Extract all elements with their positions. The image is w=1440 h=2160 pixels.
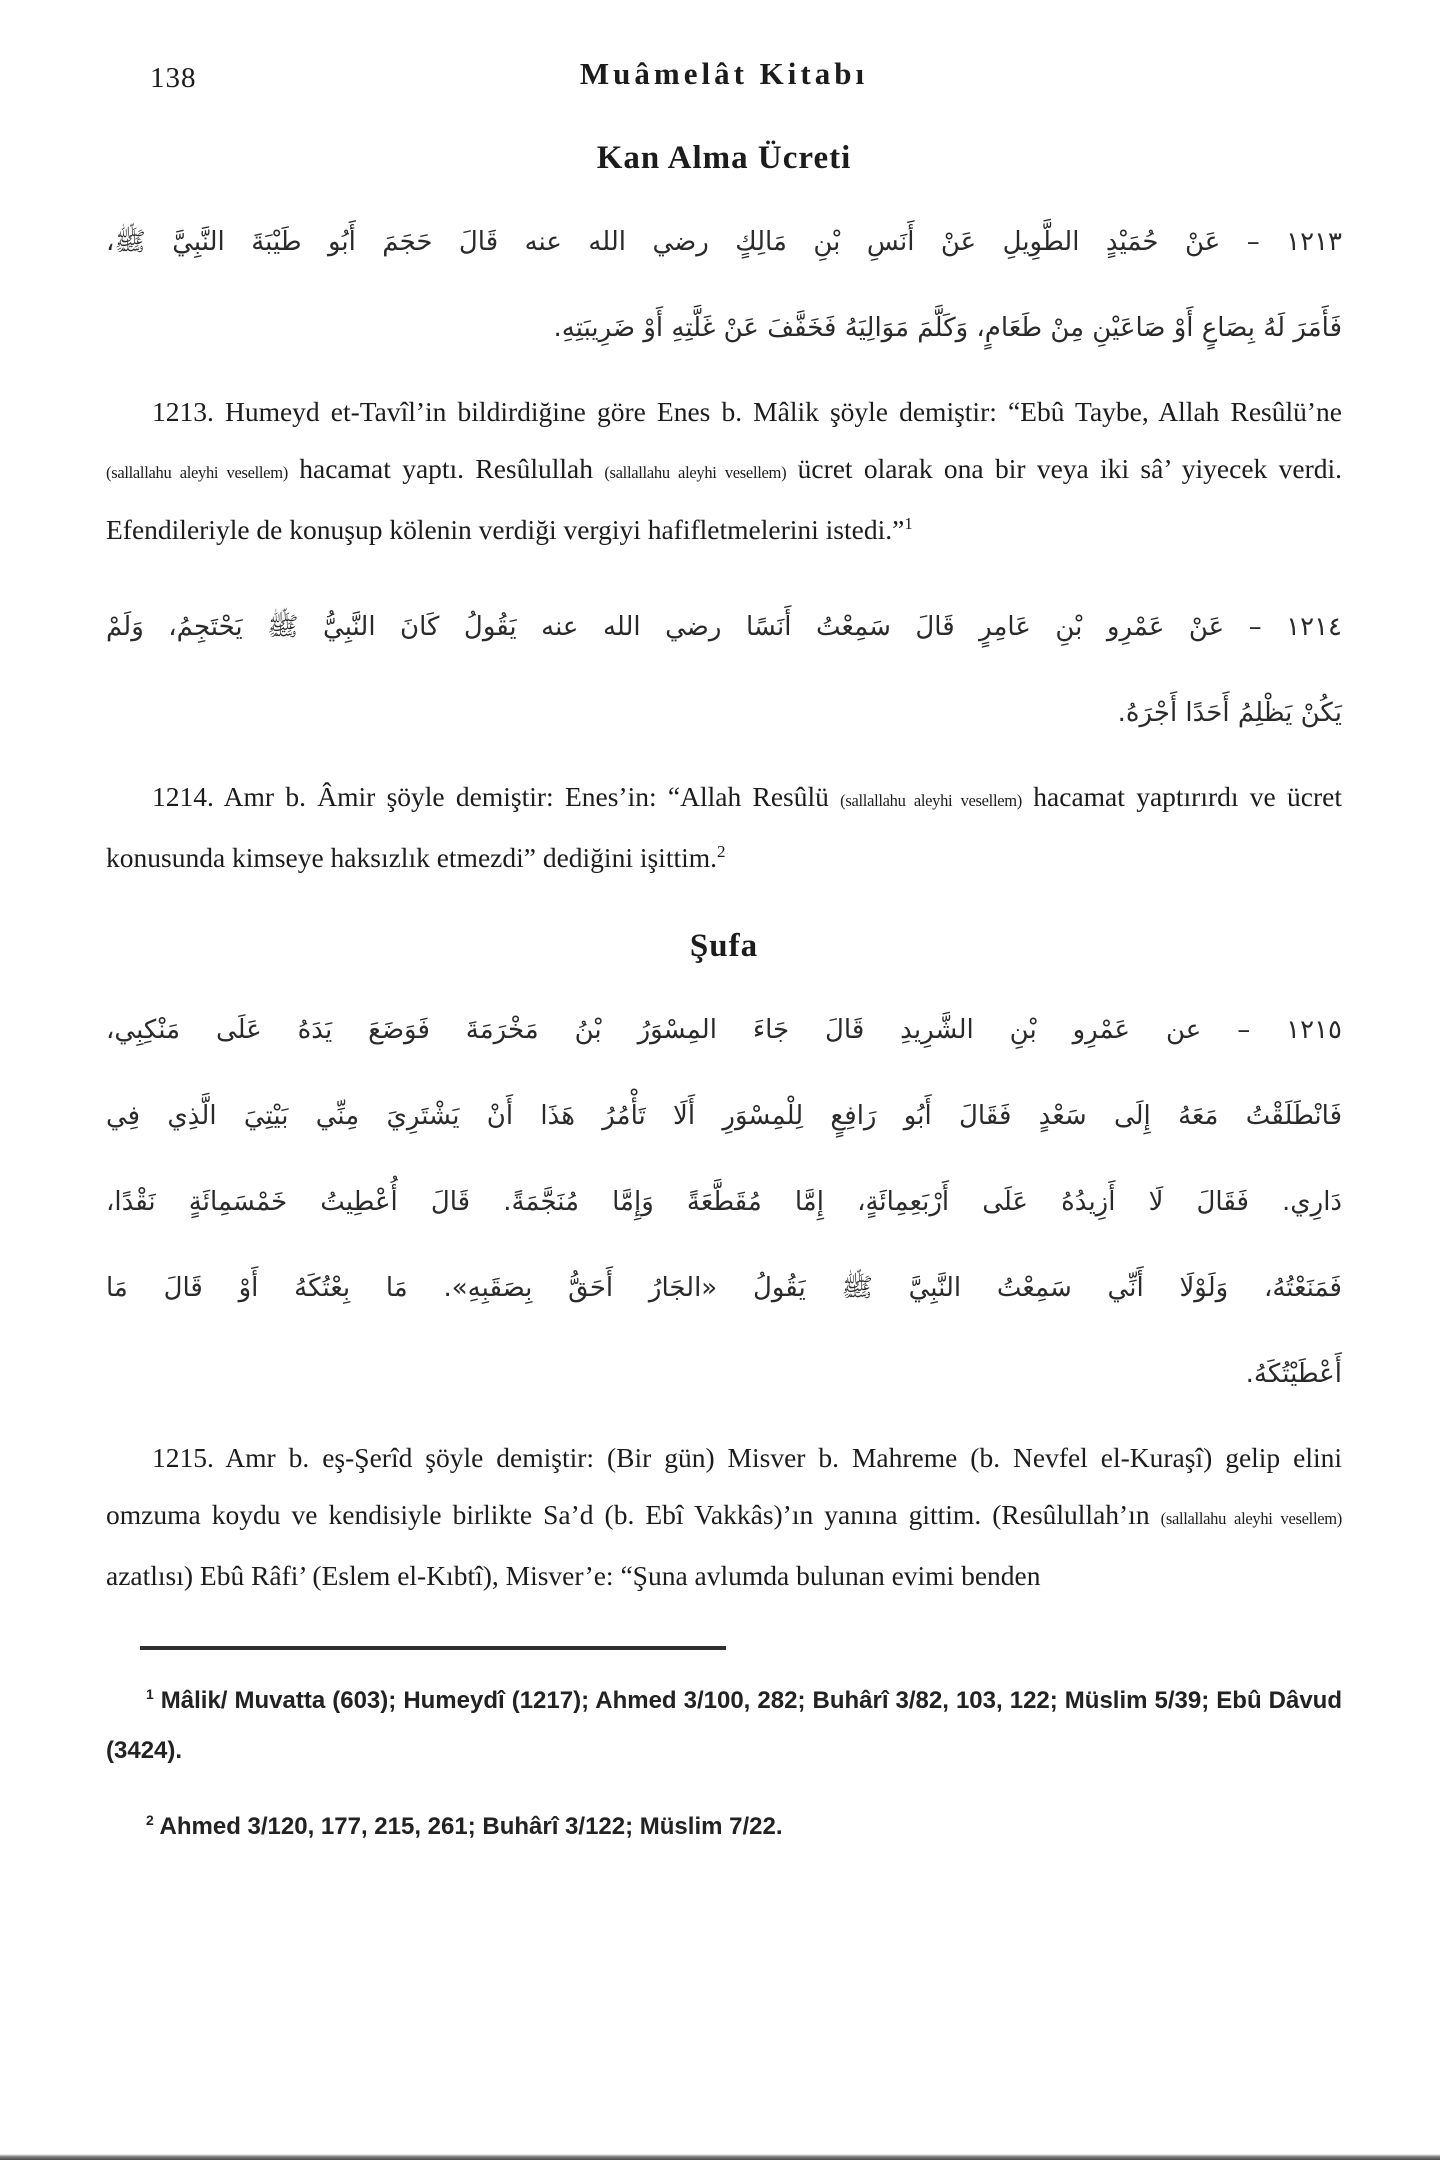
hadith-1214-translation	[106, 768, 1342, 886]
arabic-line: أَعْطَيْتُكَهُ.	[1245, 1359, 1342, 1389]
page-number: 138	[150, 62, 197, 94]
hadith-1213-arabic-text	[106, 199, 1342, 371]
honorific-text: (sallallahu aleyhi vesellem)	[604, 463, 787, 482]
arabic-line: فَأَمَرَ لَهُ بِصَاعٍ أَوْ صَاعَيْنِ مِنْ طَعَامٍ، وَكَلَّمَ مَوَالِيَهُ فَخَفَّفَ عَنْ غَلَّتِهِ أَوْ ضَرِيبَتِهِ.	[553, 313, 1342, 343]
honorific-text: (sallallahu aleyhi vesellem)	[106, 463, 288, 482]
honorific-text: (sallallahu aleyhi vesellem)	[840, 791, 1023, 810]
arabic-line: ١٢١٥ – عن عَمْرِو بْنِ الشَّرِيدِ قَالَ جَاءَ المِسْوَرُ بْنُ مَخْرَمَةَ فَوَضَعَ يَدَهُ عَلَى مَنْكِبِي،	[106, 1015, 1342, 1045]
text-run: 1213. Humeyd et-Tavîl’in bildirdiğine göre Enes b. Mâlik şöyle demiştir: “Ebû Taybe, Allah Resûlü’ne	[152, 396, 1342, 427]
arabic-line: فَانْطَلَقْتُ مَعَهُ إِلَى سَعْدٍ فَقَالَ أَبُو رَافِعٍ لِلْمِسْوَرِ أَلَا تَأْمُرُ هَذَا أَنْ يَشْتَرِيَ مِنِّي بَيْتِيَ الَّذِي فِي	[106, 1101, 1342, 1131]
footnote-2	[106, 1802, 1342, 1852]
arabic-line: يَكُنْ يَظْلِمُ أَحَدًا أَجْرَهُ.	[1117, 698, 1342, 728]
arabic-line: فَمَنَعْتُهُ، وَلَوْلَا أَنِّي سَمِعْتُ النَّبِيَّ ﷺ يَقُولُ «الجَارُ أَحَقُّ بِصَقَبِهِ». مَا بِعْتُكَهُ أَوْ قَالَ مَا	[106, 1273, 1342, 1303]
text-run: Ahmed 3/120, 177, 215, 261; Buhârî 3/122; Müslim 7/22.	[153, 1813, 783, 1840]
book-title: Muâmelât Kitabı	[579, 56, 869, 91]
hadith-1214-arabic-text	[106, 584, 1342, 756]
scan-bottom-edge	[0, 2154, 1440, 2160]
text-run: azatlısı) Ebû Râfi’ (Eslem el-Kıbtî), Misver’e: “Şuna avlumda bulunan evimi benden	[106, 1560, 1041, 1591]
text-run: Mâlik/ Muvatta (603); Humeydî (1217); Ahmed 3/100, 282; Buhârî 3/82, 103, 122; Müslim 5/39; Ebû Dâvud (3424).	[106, 1687, 1342, 1764]
hadith-1213-translation	[106, 383, 1342, 558]
text-run: 1215. Amr b. eş-Şerîd şöyle demiştir: (Bir gün) Misver b. Mahreme (b. Nevfel el-Kuraşî) gelip elini omzuma koydu ve kendisiyle birlikte Sa’d (b. Ebî Vakkâs)’ın yanına gittim. (Resûlullah’ın	[106, 1442, 1342, 1530]
text-run: hacamat yaptırırdı ve ücret konusunda kimseye haksızlık etmezdi” dediğini işittim.	[106, 781, 1343, 873]
honorific-text: (sallallahu aleyhi vesellem)	[1160, 1509, 1342, 1528]
footnote-ref: 2	[717, 841, 726, 861]
footnote-ref: 1	[904, 513, 913, 533]
arabic-line: ١٢١٤ – عَنْ عَمْرِو بْنِ عَامِرٍ قَالَ سَمِعْتُ أَنَسًا رضي الله عنه يَقُولُ كَانَ النَّبِيُّ ﷺ يَحْتَجِمُ، وَلَمْ	[106, 612, 1342, 642]
arabic-line: ١٢١٣ – عَنْ حُمَيْدٍ الطَّوِيلِ عَنْ أَنَسِ بْنِ مَالِكٍ رضي الله عنه قَالَ حَجَمَ أَبُو طَيْبَةَ النَّبِيَّ ﷺ،	[106, 227, 1342, 257]
text-run: hacamat yaptı. Resûlullah	[287, 453, 605, 484]
footnote-ref: 2	[146, 1812, 154, 1828]
footnote-1	[106, 1676, 1342, 1776]
hadith-1215-arabic-text	[106, 987, 1342, 1417]
text-run: ücret olarak ona bir veya iki sâ’ yiyecek verdi. Efendileriyle de konuşup kölenin verdiği vergiyi hafifletmelerini istedi.”	[106, 453, 1343, 545]
footnote-divider	[140, 1646, 726, 1650]
text-run: 1214. Amr b. Âmir şöyle demiştir: Enes’in: “Allah Resûlü	[152, 781, 841, 812]
section-title-kan-alma-ucreti: Kan Alma Ücreti	[596, 140, 852, 176]
footnote-ref: 1	[146, 1686, 154, 1702]
section-title-sufa: Şufa	[689, 928, 759, 964]
hadith-1215-translation	[106, 1429, 1342, 1604]
arabic-line: دَارِي. فَقَالَ لَا أَزِيدُهُ عَلَى أَرْبَعِمِائَةٍ، إِمَّا مُقَطَّعَةً وَإِمَّا مُنَجَّمَةً. قَالَ أُعْطِيتُ خَمْسَمِائَةٍ نَقْدًا،	[106, 1187, 1342, 1217]
page-header	[106, 56, 1342, 104]
